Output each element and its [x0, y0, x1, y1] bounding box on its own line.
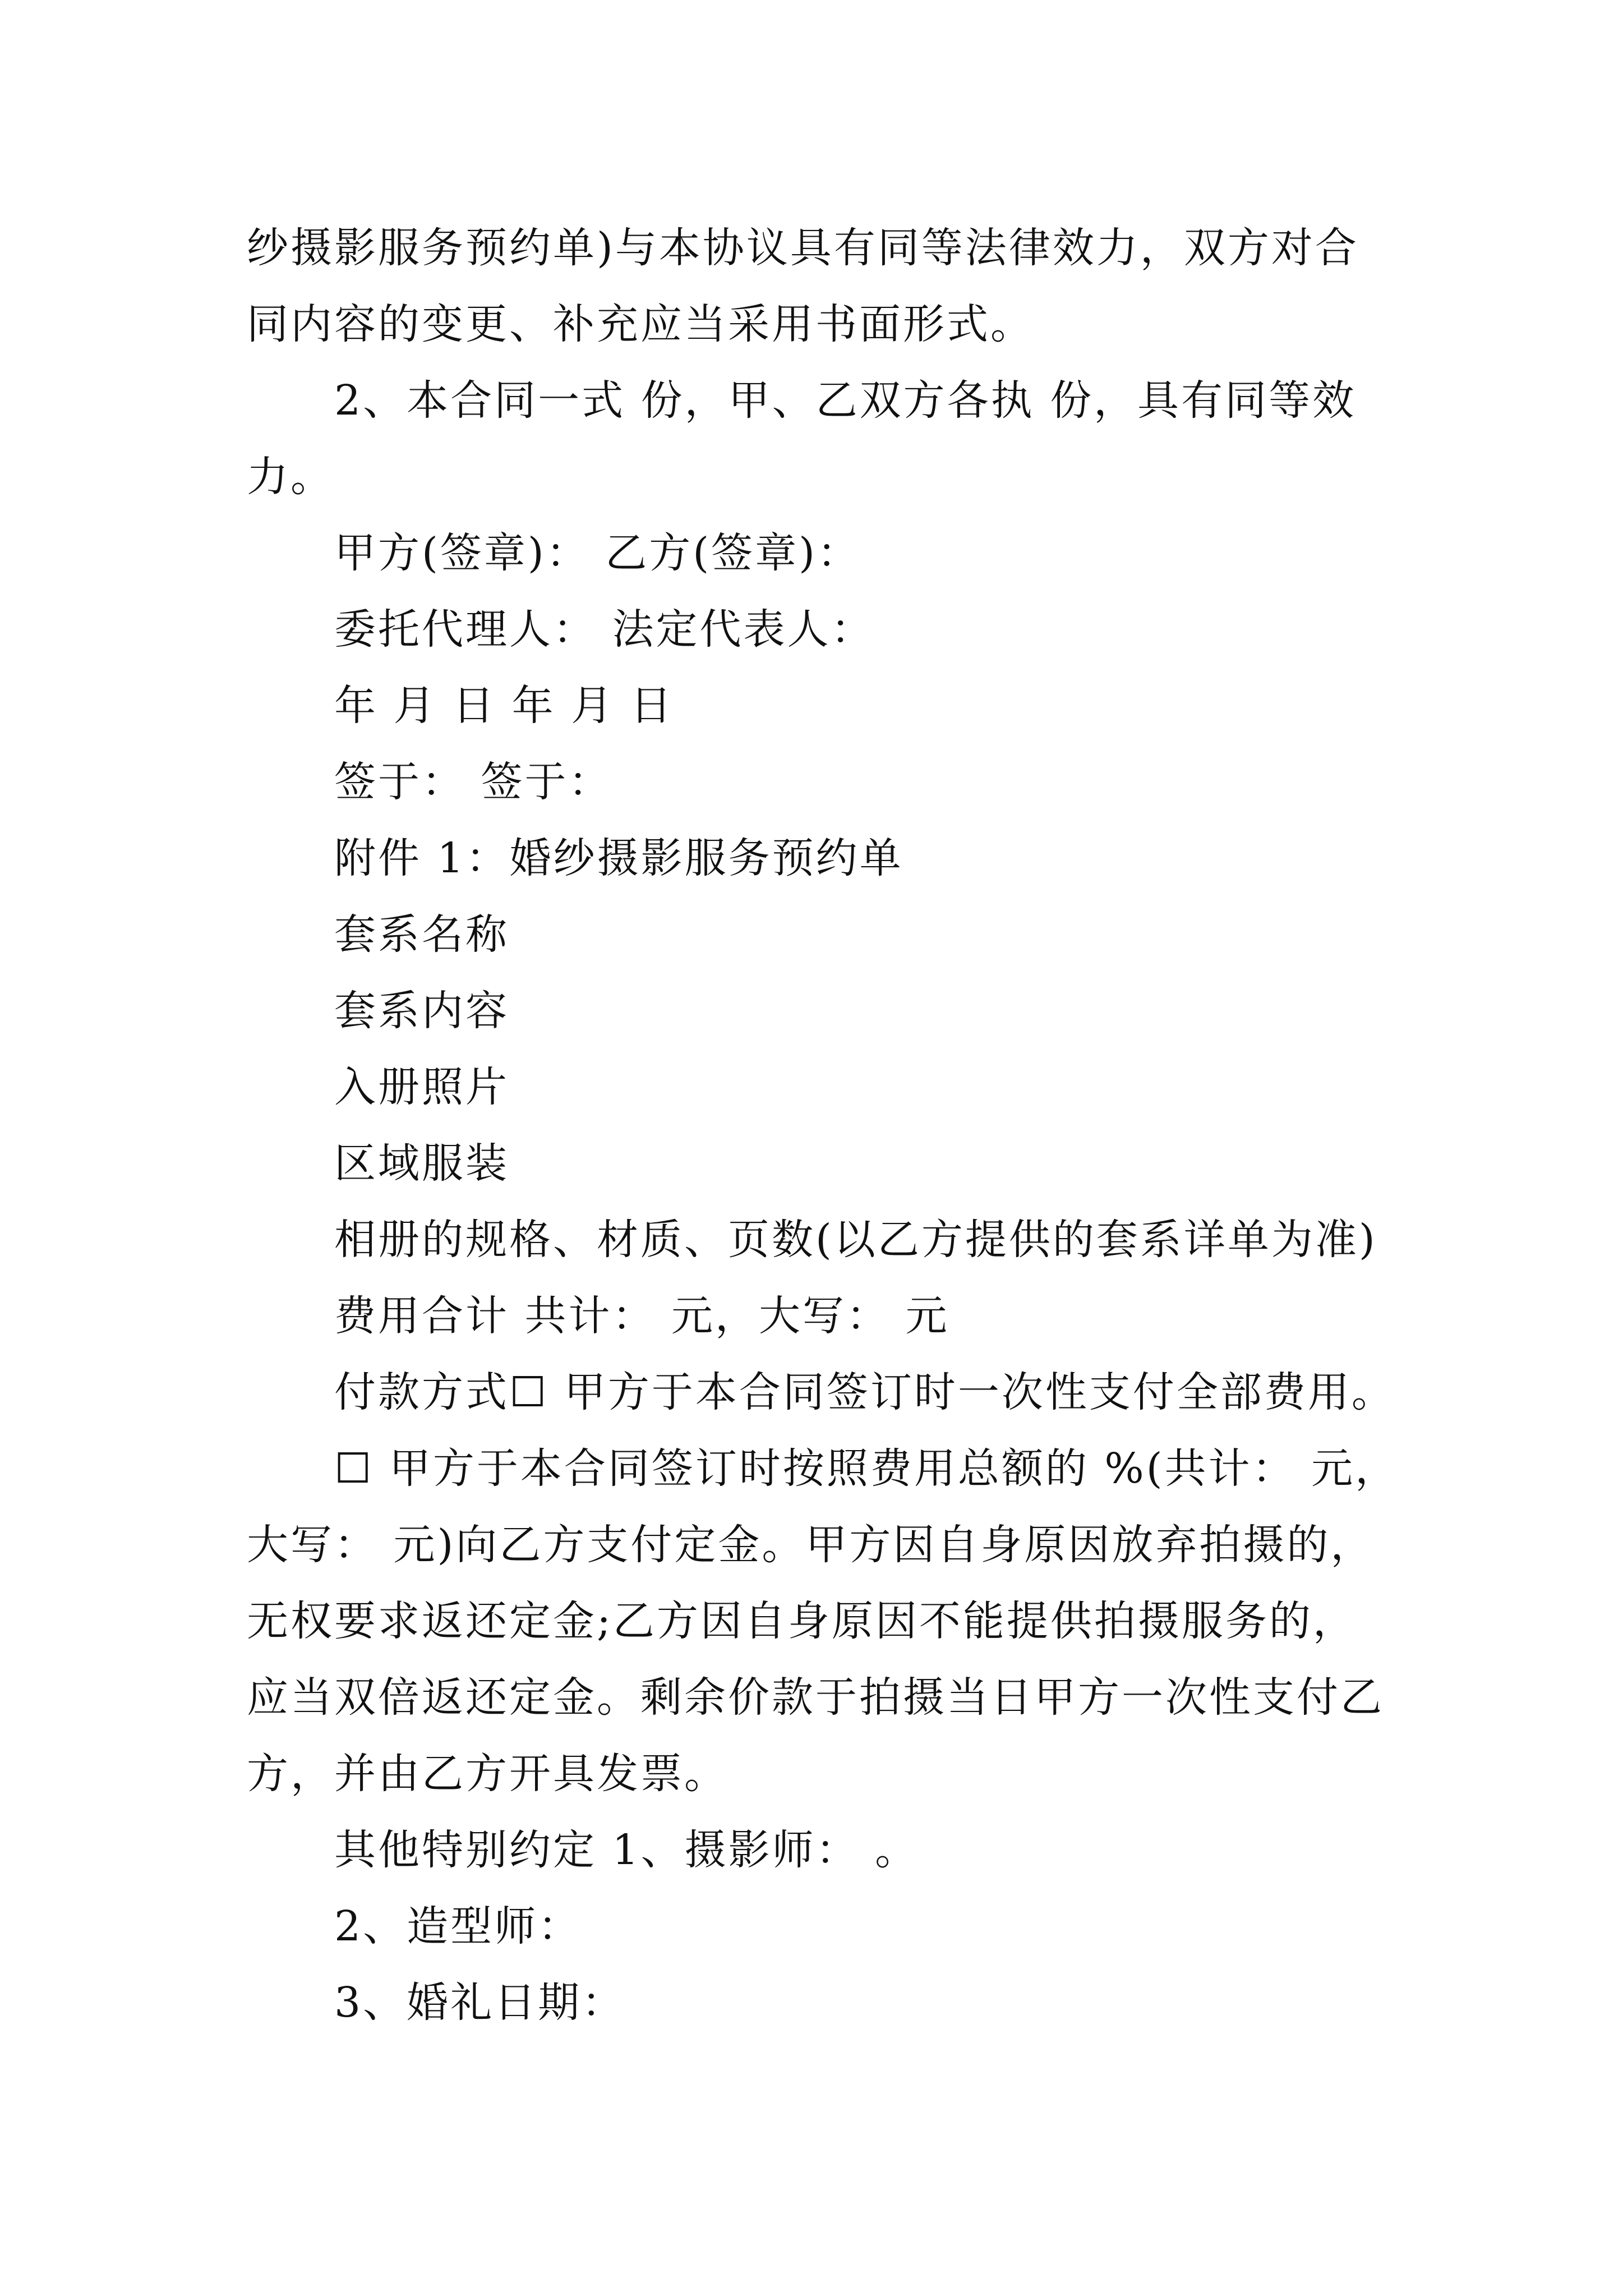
text-line-14: 相册的规格、材质、页数(以乙方提供的套系详单为准): [334, 1216, 1377, 1264]
text-line-21: 方，并由乙方开具发票。: [247, 1750, 728, 1798]
text-line-13: 区域服装: [334, 1139, 509, 1188]
text-line-10: 套系名称: [334, 910, 509, 959]
text-line-9: 附件 1：婚纱摄影服务预约单: [334, 834, 903, 882]
text-line-11: 套系内容: [334, 987, 509, 1035]
text-line-12: 入册照片: [334, 1063, 509, 1111]
text-line-19: 无权要求返还定金;乙方因自身原因不能提供拍摄服务的，: [247, 1597, 1357, 1645]
text-line-5: 甲方(签章)： 乙方(签章)：: [334, 529, 861, 577]
text-line-15: 费用合计 共计： 元，大写： 元: [334, 1292, 949, 1340]
text-line-7: 年 月 日 年 月 日: [334, 682, 674, 730]
text-line-6: 委托代理人： 法定代表人：: [334, 605, 875, 654]
text-line-18: 大写： 元)向乙方支付定金。甲方因自身原因放弃拍摄的，: [247, 1521, 1375, 1569]
text-line-22: 其他特别约定 1、摄影师： 。: [334, 1826, 919, 1874]
text-line-3: 2、本合同一式 份，甲、乙双方各执 份，具有同等效: [334, 376, 1357, 425]
text-line-16: 付款方式☐ 甲方于本合同签订时一次性支付全部费用。: [334, 1368, 1395, 1416]
text-line-8: 签于： 签于：: [334, 758, 612, 806]
text-line-24: 3、婚礼日期：: [334, 1978, 626, 2027]
text-line-20: 应当双倍返还定金。剩余价款于拍摄当日甲方一次性支付乙: [247, 1673, 1384, 1722]
text-line-23: 2、造型师：: [334, 1902, 582, 1950]
text-line-2: 同内容的变更、补充应当采用书面形式。: [247, 300, 1034, 348]
text-line-1: 纱摄影服务预约单)与本协议具有同等法律效力，双方对合: [247, 224, 1359, 272]
text-line-4: 力。: [247, 453, 334, 501]
text-line-17: ☐ 甲方于本合同签订时按照费用总额的 %(共计： 元，: [334, 1444, 1399, 1493]
